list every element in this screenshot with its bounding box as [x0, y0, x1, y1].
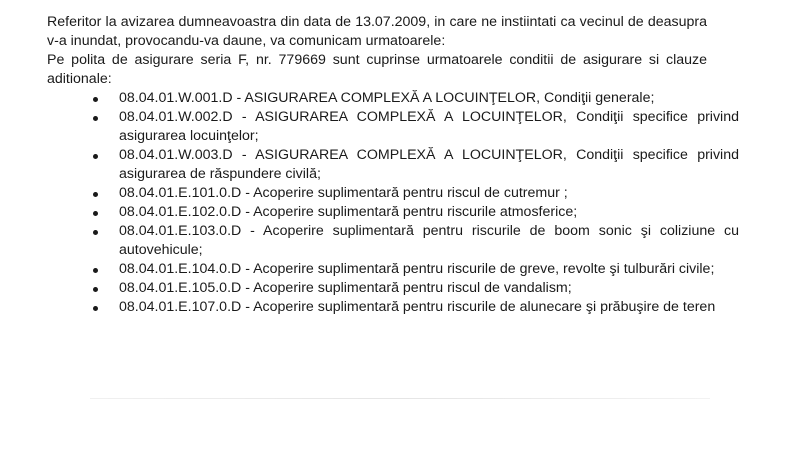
- clause-text: 08.04.01.E.104.0.D - Acoperire suplimentară pentru riscurile de greve, revolte şi tulburări civile;: [119, 261, 715, 277]
- bullet-icon: [93, 268, 98, 273]
- bullet-icon: [93, 97, 98, 102]
- list-item: [91, 89, 739, 108]
- list-item: [91, 108, 739, 146]
- list-item: [91, 184, 739, 203]
- letter-intro: [47, 13, 707, 89]
- clause-text: 08.04.01.W.002.D - ASIGURAREA COMPLEXĂ A LOCUINŢELOR, Condiţii specifice privind asigurarea locuinţelor;: [119, 109, 739, 144]
- insurance-clauses-list: [91, 89, 739, 317]
- clause-text: 08.04.01.E.101.0.D - Acoperire suplimentară pentru riscul de cutremur ;: [119, 185, 568, 201]
- list-item: [91, 298, 739, 317]
- list-item: [91, 146, 739, 184]
- bullet-icon: [93, 230, 98, 235]
- clause-text: 08.04.01.E.103.0.D - Acoperire suplimentară pentru riscurile de boom sonic şi coliziune cu autovehicule;: [119, 223, 739, 258]
- bullet-icon: [93, 192, 98, 197]
- bullet-icon: [93, 306, 98, 311]
- clause-text: 08.04.01.E.107.0.D - Acoperire suplimentară pentru riscurile de alunecare şi prăbuşire de teren: [119, 299, 716, 315]
- clause-text: 08.04.01.E.102.0.D - Acoperire suplimentară pentru riscurile atmosferice;: [119, 204, 578, 220]
- list-item: [91, 203, 739, 222]
- intro-paragraph-notification: Referitor la avizarea dumneavoastra din data de 13.07.2009, in care ne instiintati ca vecinul de deasupra v-a inundat, provocandu-va daune, va comunicam urmatoarele:: [47, 14, 707, 49]
- bullet-icon: [93, 211, 98, 216]
- list-item: [91, 260, 739, 279]
- scan-artifact-line: [90, 398, 710, 399]
- list-item: [91, 279, 739, 298]
- clause-text: 08.04.01.W.001.D - ASIGURAREA COMPLEXĂ A LOCUINŢELOR, Condiţii generale;: [119, 90, 655, 106]
- bullet-icon: [93, 154, 98, 159]
- bullet-icon: [93, 116, 98, 121]
- list-item: [91, 222, 739, 260]
- clause-text: 08.04.01.W.003.D - ASIGURAREA COMPLEXĂ A LOCUINŢELOR, Condiţii specifice privind asigurarea de răspundere civilă;: [119, 147, 739, 182]
- bullet-icon: [93, 287, 98, 292]
- clause-text: 08.04.01.E.105.0.D - Acoperire suplimentară pentru riscul de vandalism;: [119, 280, 572, 296]
- intro-paragraph-policy: Pe polita de asigurare seria F, nr. 779669 sunt cuprinse urmatoarele conditii de asigurare si clauze aditionale:: [47, 52, 707, 87]
